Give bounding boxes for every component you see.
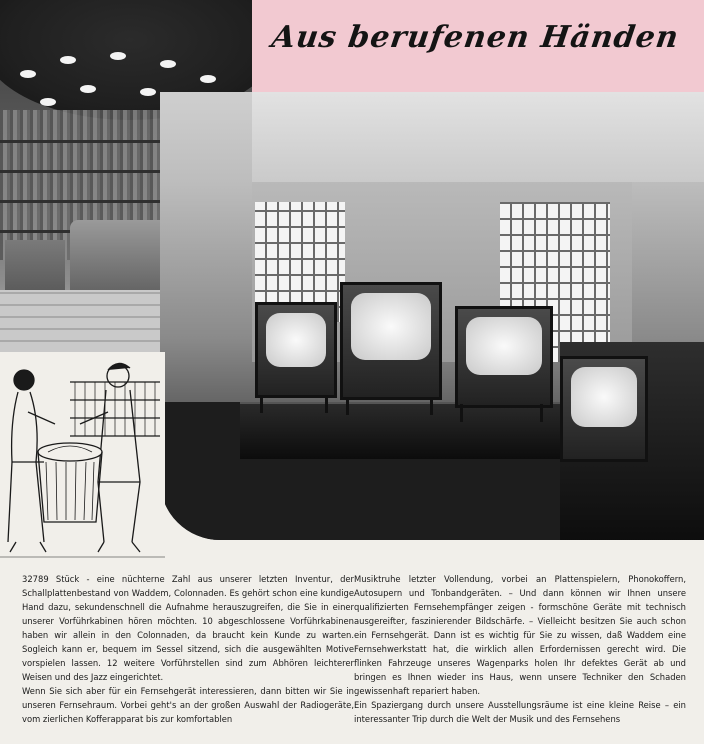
tv-showroom-photo — [160, 92, 704, 540]
paragraph: Ein Spaziergang durch unsere Ausstellungsräume ist eine kleine Reise – ein interessanter Trip durch die Welt der Musik und des Fernsehens — [354, 700, 686, 724]
paragraph: Musiktruhe letzter Vollendung, vorbei an Plattenspielern, Phonokoffern, Autosupern und Tonbandgeräten. – Und dann können wir Ihnen unsere qualifizierten Fernsehempfänger zeigen - formschöne Geräte mit technisch ausgereifter, faszinierender Bildschärfe. – Vielleicht besitzen Sie auch schon ein Fernsehgerät. Dann ist es wichtig für Sie zu wissen, daß Waddem eine Fernsehwerkstatt hat, die wirklich allen Erfordernissen gerecht wird. Die flinken Fahrzeuge unseres Wagenparks holen Ihr defektes Gerät ab und bringen es Ihnen wieder ins Haus, wenn unsere Techniker den Schaden gewissenhaft repariert haben. — [354, 574, 686, 696]
title-banner — [252, 0, 704, 92]
tv-platform — [240, 402, 560, 459]
paragraph: Wenn Sie sich aber für ein Fernsehgerät interessieren, dann bitten wir Sie in unseren Fernsehraum. Vorbei geht's an der großen Auswahl der Radiogeräte, vom zierlichen Kofferapparat bis zur komfortablen — [22, 686, 354, 724]
television-set-2 — [340, 282, 442, 400]
body-text-right-column — [354, 572, 686, 726]
television-set-4 — [560, 356, 648, 462]
body-text-left-column — [22, 572, 354, 726]
television-set-1 — [255, 302, 337, 398]
record-salesman-illustration — [0, 352, 165, 570]
television-set-3 — [455, 306, 553, 408]
page-title: Aus berufenen Händen — [269, 20, 682, 55]
paragraph: 32789 Stück - eine nüchterne Zahl aus unserer letzten Inventur, der Schallplattenbestand von Waddem, Colonnaden. Es gehört schon eine kundige Hand dazu, sekundenschnell die Aufnahme herauszugreifen, die Sie in einer unserer Vorführkabinen hören möchten. 10 abgeschlossene Vorführkabinen haben wir allein in den Colonnaden, da braucht kein Kunde zu warten. Sogleich kann er, bequem im Sessel sitzend, sich die ausgewählten Motive vorspielen lassen. 12 weitere Vorführstellen sind zum Abhören leichterer Weisen und des Jazz eingerichtet. — [22, 574, 354, 682]
showroom-ceiling — [252, 92, 704, 182]
